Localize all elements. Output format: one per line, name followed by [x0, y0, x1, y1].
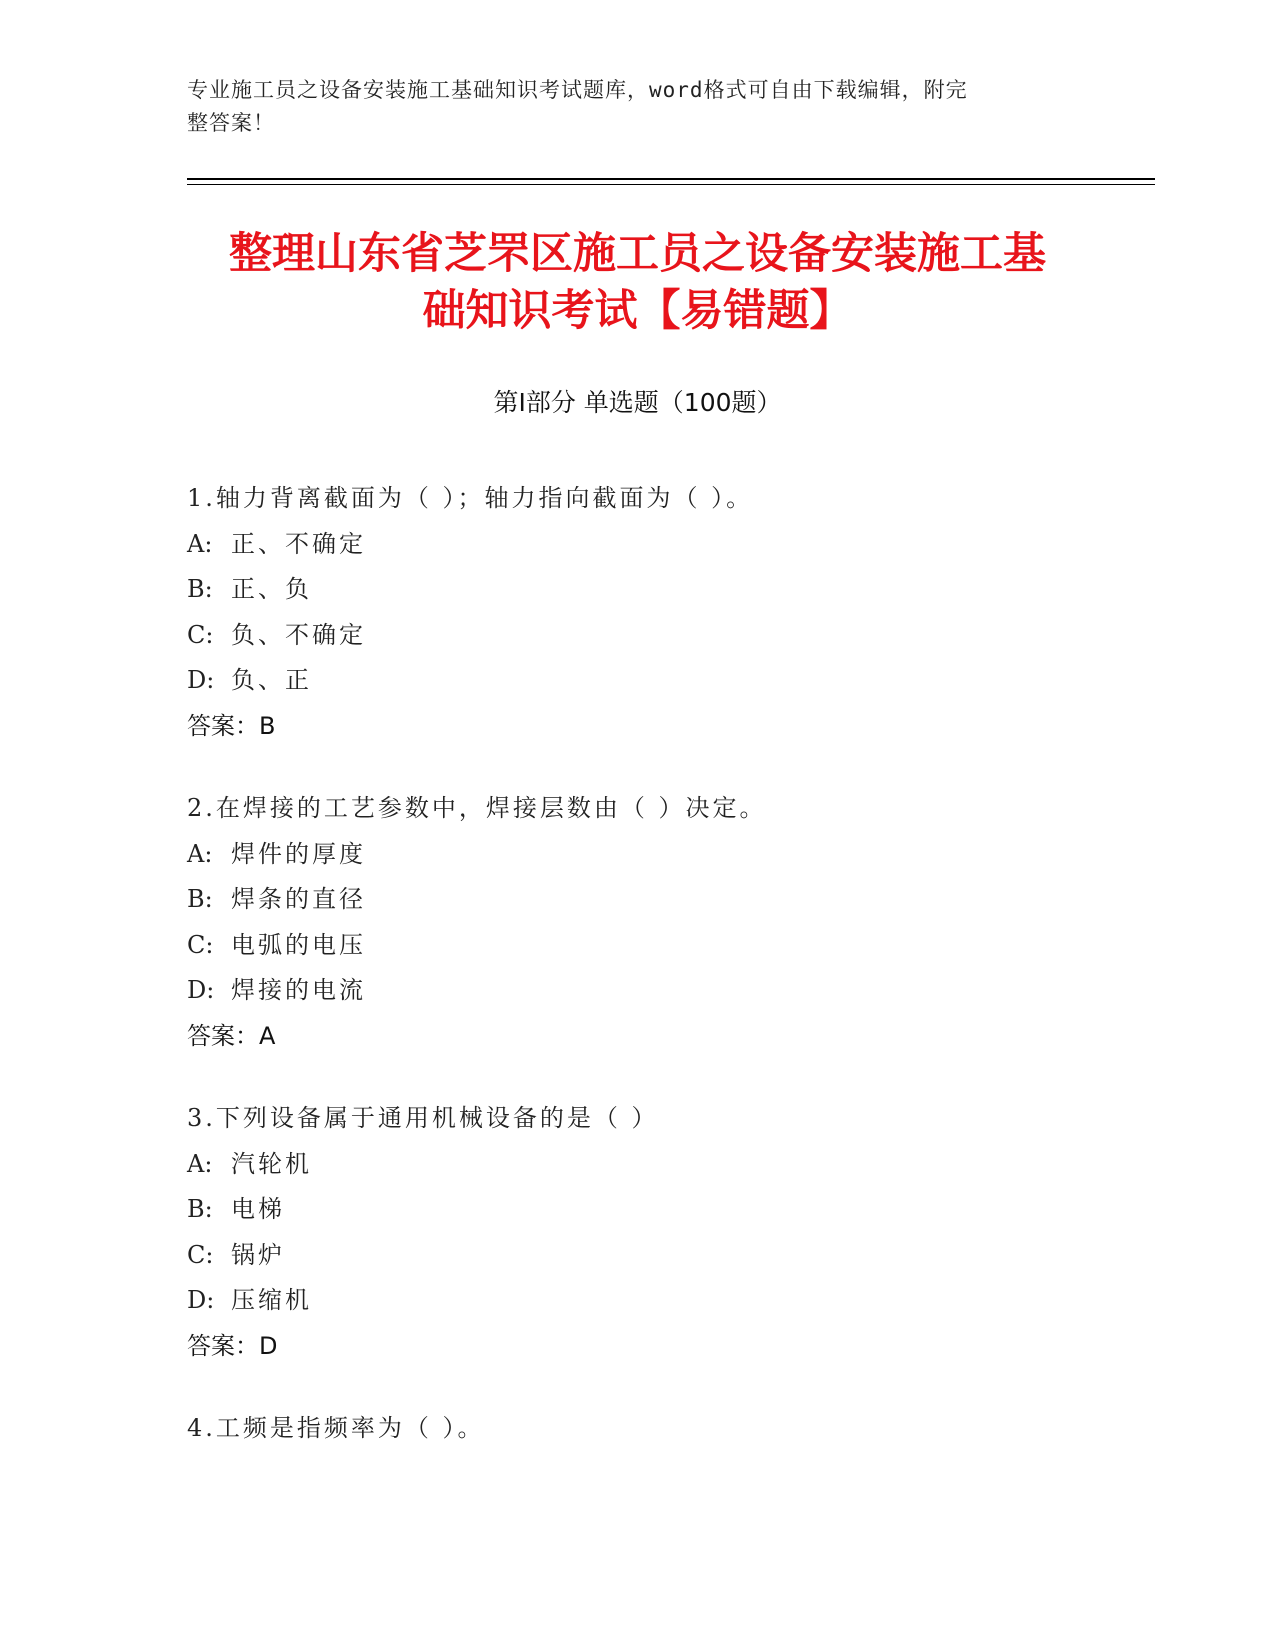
option-text: 焊件的厚度 [231, 839, 366, 868]
option-d [187, 1278, 1087, 1324]
option-text: 电梯 [231, 1195, 285, 1223]
header-divider-thin [187, 184, 1155, 185]
answer-value: D [259, 1331, 278, 1360]
option-letter: D: [187, 666, 215, 694]
option-text: 锅炉 [231, 1240, 285, 1269]
option-letter: B: [187, 1195, 213, 1223]
option-text: 焊条的直径 [231, 885, 366, 913]
option-c [187, 1233, 1087, 1279]
header-note-line-2: 整答案！ [187, 111, 275, 135]
question-stem: 1.轴力背离截面为（ ）；轴力指向截面为（ ）。 [187, 484, 754, 512]
document-title-line-1: 整理山东省芝罘区施工员之设备安装施工基 [229, 229, 1046, 279]
option-text: 焊接的电流 [231, 976, 366, 1004]
question-list [187, 476, 1087, 1489]
option-letter: B: [187, 575, 213, 603]
option-text: 压缩机 [231, 1286, 312, 1314]
option-letter: A: [187, 839, 213, 868]
question-4 [187, 1406, 1087, 1452]
question-stem: 3.下列设备属于通用机械设备的是（ ） [187, 1104, 659, 1132]
section-heading: 第I部分 单选题（100题） [493, 388, 782, 417]
option-b [187, 1187, 1087, 1233]
option-letter: A: [187, 529, 213, 558]
option-letter: C: [187, 930, 214, 959]
header-note-line-1: 专业施工员之设备安装施工基础知识考试题库，word格式可自由下载编辑，附完 [187, 78, 968, 102]
option-text: 正、负 [231, 575, 312, 603]
header-note [187, 74, 1087, 140]
option-letter: C: [187, 1240, 214, 1269]
answer-line [187, 1324, 1087, 1370]
document-title-line-2: 础知识考试【易错题】 [422, 286, 853, 336]
answer-line [187, 704, 1087, 750]
question-1 [187, 476, 1087, 749]
option-c [187, 923, 1087, 969]
option-letter: B: [187, 885, 213, 913]
option-b [187, 567, 1087, 613]
answer-label: 答案： [187, 1021, 259, 1050]
answer-label: 答案： [187, 1331, 259, 1360]
option-d [187, 658, 1087, 704]
option-d [187, 968, 1087, 1014]
option-a [187, 832, 1087, 878]
option-text: 电弧的电压 [231, 930, 366, 959]
answer-line [187, 1014, 1087, 1060]
option-letter: D: [187, 976, 215, 1004]
answer-value: A [259, 1021, 276, 1050]
question-stem: 4.工频是指频率为（ ）。 [187, 1414, 485, 1442]
option-text: 汽轮机 [231, 1149, 312, 1178]
option-text: 负、不确定 [231, 620, 366, 649]
option-letter: A: [187, 1149, 213, 1178]
option-letter: D: [187, 1286, 215, 1314]
question-2 [187, 786, 1087, 1059]
question-3 [187, 1096, 1087, 1369]
answer-label: 答案： [187, 711, 259, 740]
option-b [187, 877, 1087, 923]
answer-value: B [259, 711, 276, 740]
option-letter: C: [187, 620, 214, 649]
header-divider-thick [187, 178, 1155, 180]
option-a [187, 522, 1087, 568]
question-stem: 2.在焊接的工艺参数中，焊接层数由（ ）决定。 [187, 794, 767, 822]
option-text: 负、正 [231, 666, 312, 694]
document-title [150, 226, 1125, 340]
option-c [187, 613, 1087, 659]
option-a [187, 1142, 1087, 1188]
option-text: 正、不确定 [231, 529, 366, 558]
